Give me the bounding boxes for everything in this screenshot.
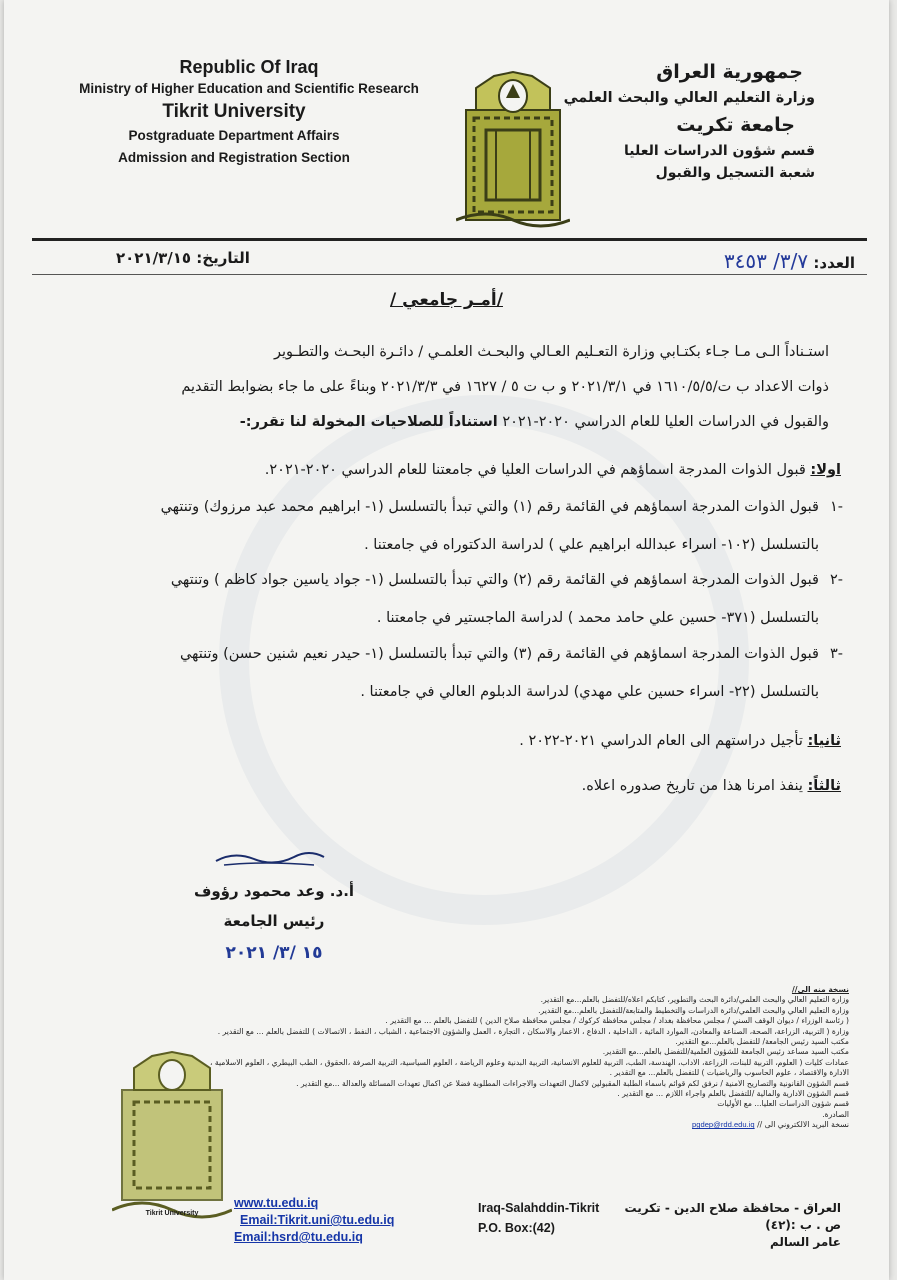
item-line-2: بالتسلسل (٣٧١- حسين علي حامد محمد ) لدراسة الماجستير في جامعتنا . — [376, 610, 819, 626]
university-logo — [456, 70, 570, 230]
pg-email-link[interactable]: pgdep@rdd.edu.iq — [692, 1120, 755, 1130]
intro-line-3-bold: استناداً للصلاحيات المخولة لنا تقرر:- — [239, 414, 498, 430]
cc-line: نسخة منه الى// — [791, 985, 849, 994]
third-label: ثالثاً: — [807, 778, 841, 794]
address-en-line: Iraq-Salahddin-Tikrit — [478, 1201, 600, 1215]
item-1 — [44, 496, 843, 556]
university-en: Tikrit University — [162, 101, 306, 122]
header-divider — [32, 238, 867, 241]
dept-ar: قسم شؤون الدراسات العليا — [624, 143, 815, 159]
signature-mark — [214, 845, 334, 874]
intro-line-3-normal: والقبول في الدراسات العليا للعام الدراسي ٢٠٢٠-٢٠٢١ — [502, 414, 829, 430]
item-line-2: بالتسلسل (١٠٢- اسراء عبدالله ابراهيم علي ) لدراسة الدكتوراه في جامعتنا . — [364, 537, 819, 553]
university-ar: جامعة تكريت — [676, 114, 795, 136]
cc-line: الصادرة. — [822, 1109, 849, 1119]
logo-emblem-icon — [456, 70, 570, 230]
logo-caption: Tikrit University — [145, 1210, 199, 1217]
footer-logo — [112, 1050, 232, 1225]
cc-line: ( رئاسة الوزراء / ديوان الوقف السني / مجلس محافظة بغداد / مجلس محافظة كركوك / مجلس محافظة صلاح الدين ) للتفضل بالعلم ... مع التقدير . — [385, 1016, 849, 1026]
arabic-header — [564, 58, 815, 184]
signer-name: أ.د. وعد محمود رؤوف — [193, 882, 355, 900]
order-title: /أمـر جامعي / — [390, 290, 503, 310]
item-line-1: قبول الذوات المدرجة اسماؤهم في القائمة رقم (٣) والتي تبدأ بالتسلسل (١- حيدر نعيم شنين حسن) وتنتهي — [179, 646, 819, 662]
cc-line: وزارة ( التربية، الزراعة، الصحة، الصناعة والمعادن، الموارد المائية ، الداخلية ، الدفاع ، الاعمار والاسكان ، التجارة ، العمل والشؤون الاجتماعية ، الشباب ، النفط ، الاتصالات ) للتفضل بالعلم ... مع التقدير . — [217, 1026, 849, 1036]
intro-paragraph — [39, 342, 829, 433]
address-ar — [624, 1200, 841, 1251]
address-en — [478, 1198, 599, 1238]
cc-line: وزارة التعليم العالي والبحث العلمي/دائرة البحث والتطوير، كتابكم اعلاه/للتفضل بالعلم...مع التقدير. — [540, 995, 849, 1005]
reference-divider — [32, 274, 867, 275]
number-label: العدد: — [813, 254, 855, 272]
third-text: ينفذ امرنا هذا من تاريخ صدوره اعلاه. — [581, 778, 803, 794]
intro-line-3 — [39, 412, 829, 433]
email-hsrd-link[interactable]: Email:hsrd@tu.edu.iq — [234, 1230, 363, 1244]
item-line-1: قبول الذوات المدرجة اسماؤهم في القائمة رقم (١) والتي تبدأ بالتسلسل (١- ابراهيم محمد عبد مرزوك) وتنتهي — [160, 499, 819, 515]
item-line-2: بالتسلسل (٢٢- اسراء حسين علي مهدي) لدراسة الدبلوم العالي في جامعتنا . — [360, 684, 819, 700]
cc-line: وزارة التعليم العالي والبحث العلمي/دائرة الدراسات والتخطيط والمتابعة/للتفضل بالعلم...مع التقدير. — [538, 1005, 849, 1015]
item-2 — [44, 569, 843, 629]
second-clause — [519, 733, 841, 749]
email-tikrit-link[interactable]: Email:Tikrit.uni@tu.edu.iq — [240, 1213, 395, 1227]
first-label: اولا: — [810, 462, 841, 478]
date-label: التاريخ: — [196, 249, 250, 267]
first-text: قبول الذوات المدرجة اسماؤهم في الدراسات العليا في جامعتنا للعام الدراسي ٢٠٢٠-٢٠٢١. — [264, 462, 806, 478]
reference-date — [116, 249, 250, 267]
signature-block — [174, 876, 374, 970]
cc-line: مكتب السيد مساعد رئيس الجامعة للشؤون العلمية/للتفضل بالعلم...مع التقدير. — [602, 1047, 849, 1057]
item-3 — [44, 643, 843, 703]
first-clause — [41, 462, 841, 478]
cc-line: قسم شؤون الدراسات العليا... مع الأوليات — [717, 1099, 849, 1109]
footer-logo-emblem-icon — [112, 1050, 232, 1225]
pobox-ar: ص . ب :(٤٢) — [765, 1218, 841, 1232]
cc-line: مكتب السيد رئيس الجامعة/ للتفضل بالعلم...مع التقدير. — [675, 1037, 849, 1047]
republic-ar: جمهورية العراق — [656, 61, 803, 83]
ministry-ar: وزارة التعليم العالي والبحث العلمي — [563, 90, 815, 106]
third-clause — [582, 778, 841, 794]
footer-contacts — [234, 1195, 394, 1246]
item-number: -١ — [829, 499, 843, 515]
ministry-en: Ministry of Higher Education and Scientific Research — [79, 81, 419, 96]
section-ar: شعبة التسجيل والقبول — [655, 165, 815, 181]
item-number: -٣ — [829, 646, 843, 662]
cc-line: عمادات كليات ( العلوم، التربية للبنات، الزراعة، الاداب، الهندسة، الطب، التربية للعلوم الانسانية، التربية البدنية وعلوم الرياضة ، العلوم السياسية، التربية الصرفة ،الحقوق ، الطب البيطري ، العلوم الاسلامية ، — [210, 1057, 849, 1067]
cc-line: قسم الشؤون الادارية والمالية /للتفضل بالعلم واجراء اللازم ... مع التقدير . — [617, 1089, 849, 1099]
intro-line-2: ذوات الاعداد ب ت/١٦١٠/٥/٥ في ٢٠٢١/٣/١ و ب ت ٥ / ١٦٢٧ في ٢٠٢١/٣/٣ وبناءً على ما جاء بضوابط التقديم — [181, 379, 829, 395]
dept-en: Postgraduate Department Affairs — [128, 128, 340, 143]
english-header — [24, 55, 474, 169]
section-en: Admission and Registration Section — [118, 150, 350, 165]
item-number: -٢ — [829, 572, 843, 588]
date-value: ٢٠٢١/٣/١٥ — [116, 249, 192, 267]
address-ar-line: العراق - محافظة صلاح الدين - تكريت — [624, 1201, 841, 1215]
pobox-en: P.O. Box:(42) — [478, 1221, 555, 1235]
signature-date: ١٥ /٣/ ٢٠٢١ — [225, 943, 323, 963]
cc-line: الادارة والاقتصاد ، علوم الحاسوب والرياضيات ) للتفضل بالعلم... مع التقدير . — [609, 1068, 849, 1078]
document-page — [4, 0, 889, 1280]
cc-email-label: نسخة البريد الالكتروني الى // — [757, 1120, 849, 1130]
cc-line: قسم الشؤون القانونية والتصاريح الامنية / نرفق لكم قوائم باسماء الطلبة المقبولين لاكمال التعهدات والاجراءات المطلوبة فضلا عن اكمال تعهدات المسائلة والعدالة ...مع التقدير . — [296, 1078, 849, 1088]
number-value: ٣/٧/ ٣٤٥٣ — [723, 249, 809, 273]
website-link[interactable]: www.tu.edu.iq — [234, 1196, 319, 1210]
reference-number — [724, 249, 855, 273]
area-ar: عامر السالم — [769, 1235, 841, 1249]
handwritten-signature-icon — [214, 845, 334, 870]
item-line-1: قبول الذوات المدرجة اسماؤهم في القائمة رقم (٢) والتي تبدأ بالتسلسل (١- جواد ياسين جواد كاظم ) وتنتهي — [170, 572, 819, 588]
second-label: ثانيا: — [807, 733, 841, 749]
republic-en: Republic Of Iraq — [179, 57, 319, 77]
second-text: تأجيل دراستهم الى العام الدراسي ٢٠٢١-٢٠٢٢ . — [519, 733, 803, 749]
signer-title: رئيس الجامعة — [223, 912, 325, 930]
intro-line-1: استـناداً الـى مـا جـاء بكتـابي وزارة التعـليم العـالي والبحـث العلمـي / دائـرة البحـث والتطـوير — [273, 344, 829, 360]
